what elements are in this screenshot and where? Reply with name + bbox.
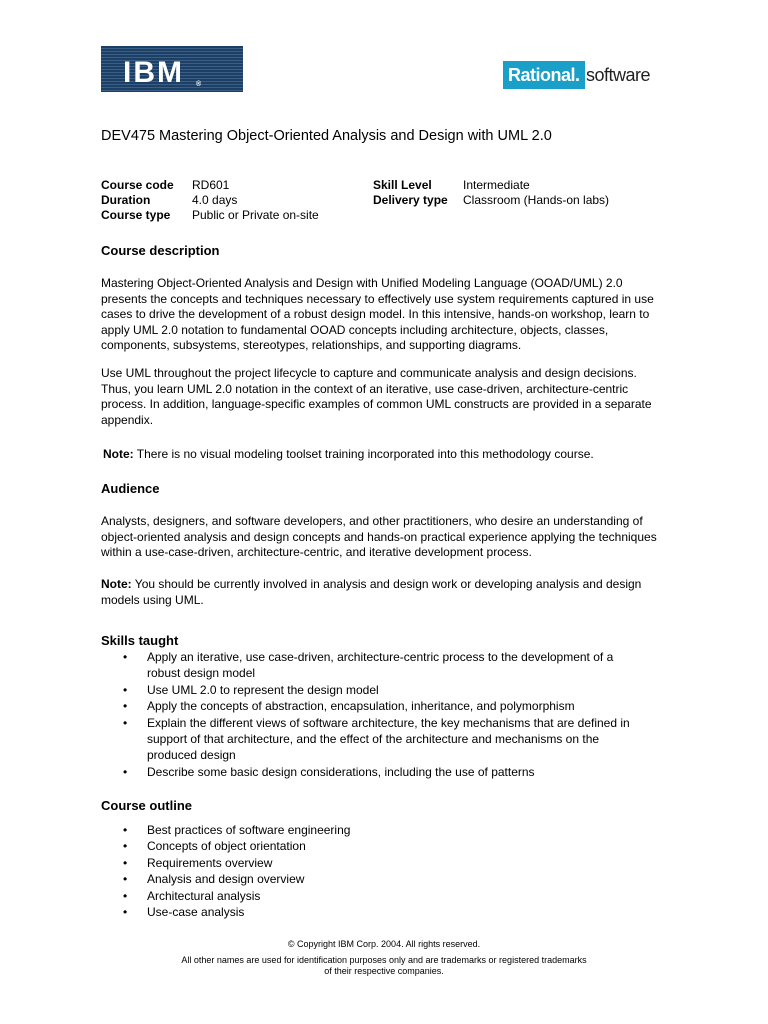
- skill-level-value: Intermediate: [463, 178, 530, 192]
- note-label: Note:: [103, 447, 134, 461]
- list-item: • Architectural analysis: [101, 888, 641, 904]
- list-item: • Best practices of software engineering: [101, 822, 641, 838]
- audience-heading: Audience: [101, 481, 160, 496]
- course-code-value: RD601: [192, 178, 230, 192]
- description-note: [103, 447, 663, 463]
- software-logo-text: software: [586, 65, 651, 85]
- course-title: DEV475 Mastering Object-Oriented Analysis and Design with UML 2.0: [101, 128, 552, 144]
- list-item: • Apply the concepts of abstraction, encapsulation, inheritance, and polymorphism: [101, 698, 641, 714]
- list-item: • Use UML 2.0 to represent the design model: [101, 682, 641, 698]
- duration-value: 4.0 days: [192, 193, 238, 207]
- trademark-notice: All other names are used for identification purposes only and are trademarks or registered trademarks: [181, 955, 587, 965]
- course-outline-heading: Course outline: [101, 798, 193, 813]
- course-type-label: Course type: [101, 208, 171, 222]
- skill-level-label: Skill Level: [373, 178, 432, 192]
- delivery-type-label: Delivery type: [373, 193, 448, 207]
- skills-list: [101, 649, 641, 780]
- list-item: • Use-case analysis: [101, 904, 641, 920]
- duration-label: Duration: [101, 193, 151, 207]
- list-item: • Analysis and design overview: [101, 871, 641, 887]
- course-description-heading: Course description: [101, 243, 220, 258]
- list-item: • Requirements overview: [101, 855, 641, 871]
- trademark-notice-2: of their respective companies.: [324, 966, 444, 976]
- list-item: • Concepts of object orientation: [101, 838, 641, 854]
- copyright-notice: © Copyright IBM Corp. 2004. All rights reserved.: [287, 939, 481, 949]
- delivery-type-value: Classroom (Hands-on labs): [463, 193, 610, 207]
- note-text: You should be currently involved in analysis and design work or developing analysis and design models using UML.: [101, 577, 642, 607]
- description-paragraph-1: Mastering Object-Oriented Analysis and Design with Unified Modeling Language (OOAD/UML) 2.0 presents the concepts and techniques necessary to effectively use system requirements captured in use cases to drive the development of a robust design model. In this intensive, hands-on workshop, learn to apply UML 2.0 notation to fundamental OOAD concepts including architecture, objects, classes, components, subsystems, stereotypes, relationships, and supporting diagrams.: [101, 276, 654, 352]
- list-item: • Explain the different views of software architecture, the key mechanisms that are defined in support of that architecture, and the effect of the architecture and mechanisms on the produced design: [101, 715, 641, 764]
- course-meta-left: [101, 178, 319, 223]
- skills-taught-heading: Skills taught: [101, 633, 179, 648]
- outline-list: [101, 822, 641, 920]
- course-meta-right: [373, 178, 609, 208]
- audience-note: [101, 577, 661, 608]
- course-type-value: Public or Private on-site: [192, 208, 319, 222]
- note-label: Note:: [101, 577, 132, 591]
- audience-paragraph: Analysts, designers, and software developers, and other practitioners, who desire an understanding of object-oriented analysis and design concepts and hands-on practical experience applying the techniques within a use-case-driven, architecture-centric, and iterative development process.: [101, 514, 657, 559]
- registered-mark: ®: [196, 81, 202, 88]
- course-code-label: Course code: [101, 178, 174, 192]
- ibm-logo: [101, 46, 243, 92]
- list-item: • Describe some basic design considerations, including the use of patterns: [101, 764, 641, 780]
- list-item: • Apply an iterative, use case-driven, architecture-centric process to the development of a robust design model: [101, 649, 641, 682]
- description-paragraph-2: Use UML throughout the project lifecycle to capture and communicate analysis and design decisions. Thus, you learn UML 2.0 notation in the context of an iterative, use case-driven, architecture-centric process. In addition, language-specific examples of common UML constructs are provided in a separate appendix.: [101, 366, 652, 427]
- ibm-logo-text: IBM: [123, 56, 184, 89]
- note-text: There is no visual modeling toolset training incorporated into this methodology course.: [133, 447, 594, 461]
- rational-logo: Rational.: [503, 61, 585, 89]
